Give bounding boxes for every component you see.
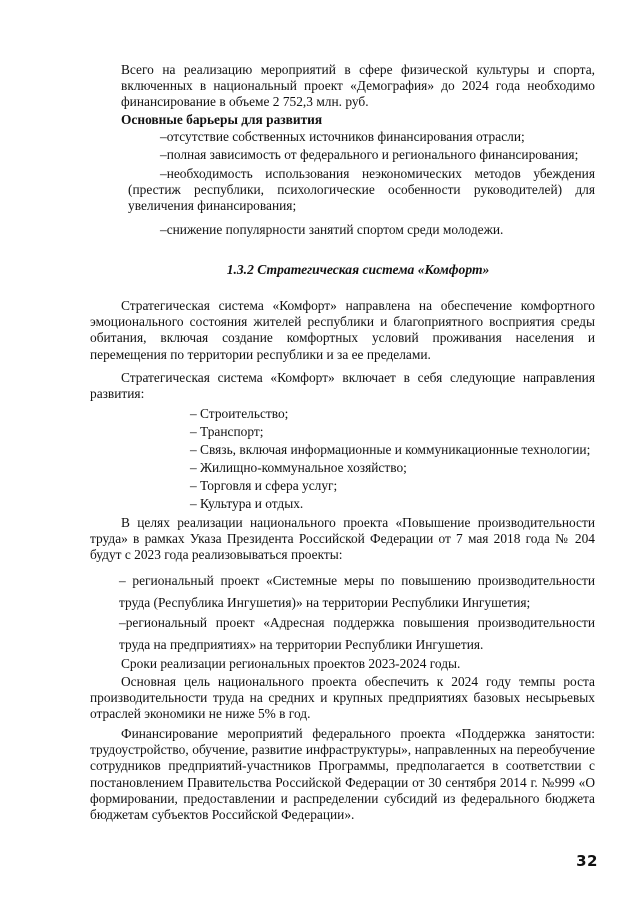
direction-item: – Транспорт; bbox=[190, 424, 264, 439]
paragraph-goal: Основная цель национального проекта обеспечить к 2024 году темпы роста производительности труда на средних и крупных предприятиях базовых несырьевых отраслей экономики не ниже 5% в год. bbox=[90, 674, 595, 722]
paragraph-productivity: В целях реализации национального проекта «Повышение производительности труда» в рамках Указа Президента Российской Федерации от 7 мая 2018 года № 204 будут с 2023 года реализовываться проекты: bbox=[90, 515, 595, 563]
direction-item: – Связь, включая информационные и коммуникационные технологии; bbox=[190, 442, 591, 457]
project-item: – региональный проект «Системные меры по повышению производительности труда (Республика Ингушетия)» на территории Республики Ингушетия; bbox=[119, 573, 595, 610]
paragraph-comfort-directions: Стратегическая система «Комфорт» включает в себя следующие направления развития: bbox=[90, 370, 595, 402]
direction-item: – Культура и отдых. bbox=[190, 496, 304, 511]
section-heading-1-3-2: 1.3.2 Стратегическая система «Комфорт» bbox=[226, 262, 490, 277]
page-number-32: 32 bbox=[576, 852, 598, 870]
barriers-title: Основные барьеры для развития bbox=[121, 112, 323, 127]
barrier-item: –отсутствие собственных источников финансирования отрасли; bbox=[160, 129, 525, 144]
barrier-item: –необходимость использования неэкономических методов убеждения (престиж республики, психологические особенности руководителей) для увеличения финансирования; bbox=[128, 166, 595, 214]
direction-item: – Строительство; bbox=[190, 406, 289, 421]
direction-item: – Торговля и сфера услуг; bbox=[190, 478, 338, 493]
paragraph-intro: Всего на реализацию мероприятий в сфере физической культуры и спорта, включенных в национальный проект «Демография» до 2024 года необходимо финансирование в объеме 2 752,3 млн. руб. bbox=[121, 62, 595, 110]
paragraph-terms: Сроки реализации региональных проектов 2023-2024 годы. bbox=[121, 656, 461, 671]
barrier-item: –снижение популярности занятий спортом среди молодежи. bbox=[160, 222, 504, 237]
paragraph-comfort-description: Стратегическая система «Комфорт» направлена на обеспечение комфортного эмоционального состояния жителей республики и благоприятного восприятия среды обитания, включая создание комфортных условий проживания населения и перемещения по территории республики и за ее пределами. bbox=[90, 298, 595, 362]
barrier-item: –полная зависимость от федерального и регионального финансирования; bbox=[160, 147, 579, 162]
direction-item: – Жилищно-коммунальное хозяйство; bbox=[190, 460, 407, 475]
paragraph-financing: Финансирование мероприятий федерального проекта «Поддержка занятости: трудоустройство, обучение, развитие инфраструктуры», направленных на переобучение сотрудников предприятий-участников Программы, предполагается в соответствии с постановлением Правительства Российской Федерации от 30 сентября 2014 г. №999 «О формировании, предоставлении и распределении субсидий из федерального бюджета бюджетам субъектов Российской Федерации». bbox=[90, 726, 595, 823]
project-item: –региональный проект «Адресная поддержка повышения производительности труда на предприятиях» на территории Республики Ингушетия. bbox=[119, 615, 595, 652]
